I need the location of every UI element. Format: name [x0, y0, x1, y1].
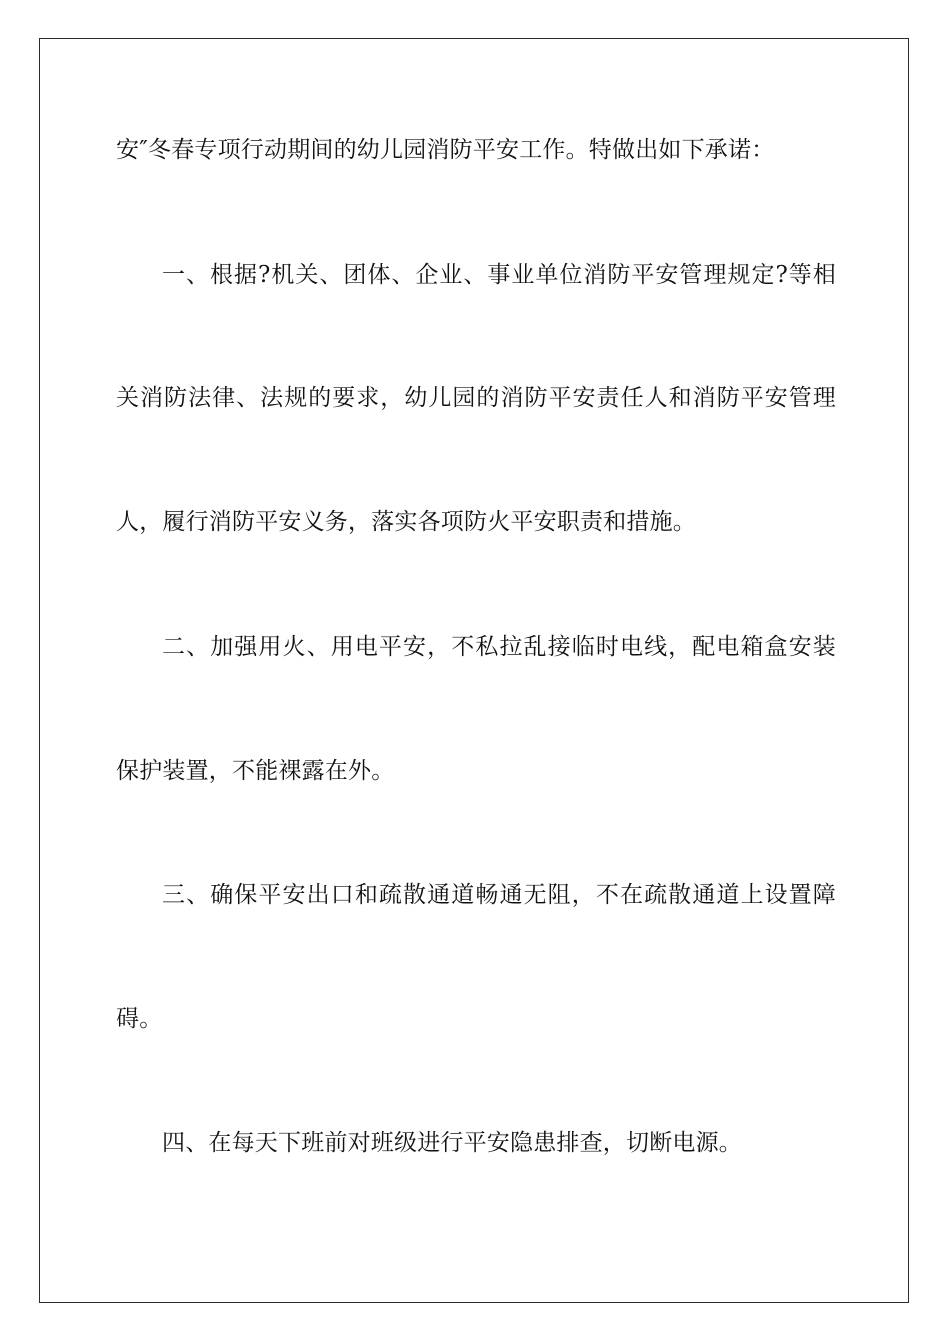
text-line-3: 关消防法律、法规的要求，幼儿园的消防平安责任人和消防平安管理	[116, 385, 836, 411]
text-line-4: 人，履行消防平安义务，落实各项防火平安职责和措施。	[116, 509, 696, 535]
text-line-7: 三、确保平安出口和疏散通道畅通无阻，不在疏散通道上设置障	[162, 882, 836, 908]
page-border	[39, 38, 909, 1303]
text-line-5: 二、加强用火、用电平安，不私拉乱接临时电线，配电箱盒安装	[162, 634, 836, 660]
text-line-8: 碍。	[116, 1006, 163, 1032]
text-line-2: 一、根据?机关、团体、企业、事业单位消防平安管理规定?等相	[162, 262, 836, 288]
text-line-1: 安″冬春专项行动期间的幼儿园消防平安工作。特做出如下承诺：	[116, 137, 775, 163]
text-line-9: 四、在每天下班前对班级进行平安隐患排查，切断电源。	[162, 1130, 742, 1156]
text-line-6: 保护装置，不能裸露在外。	[116, 758, 395, 784]
